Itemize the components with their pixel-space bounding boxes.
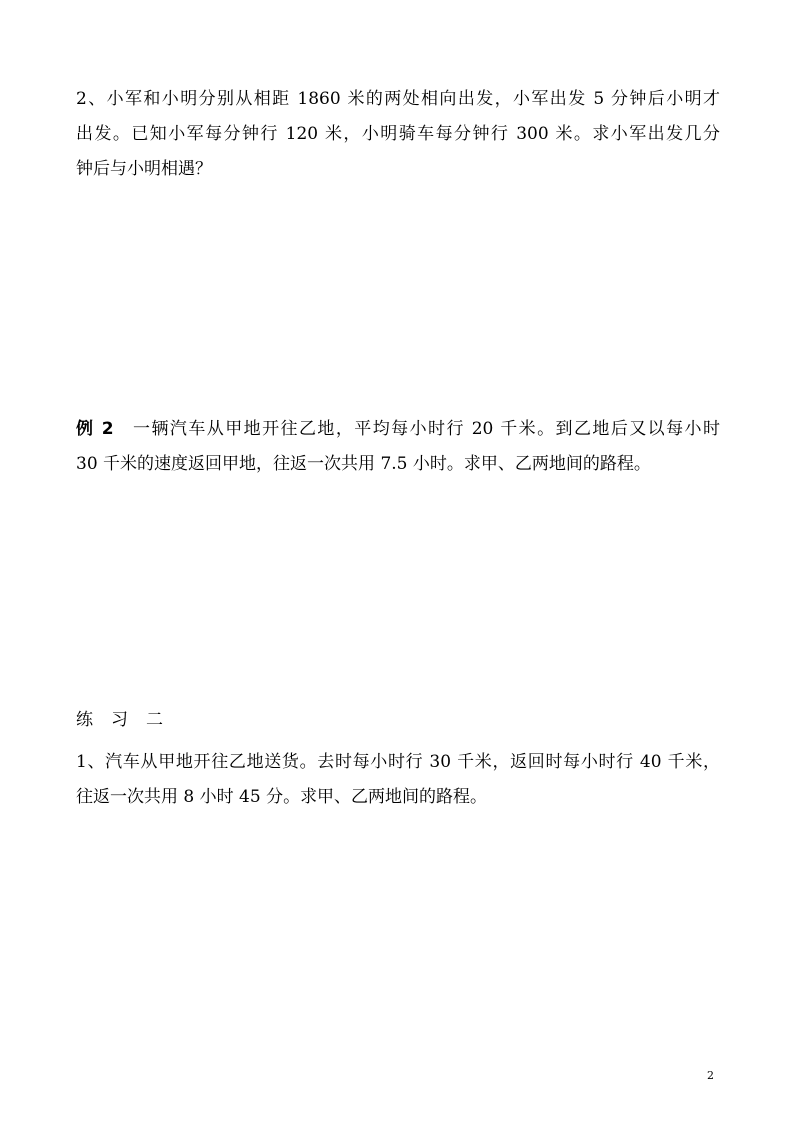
example-2-line-1-text: 一辆汽车从甲地开往乙地，平均每小时行 20 千米。到乙地后又以每小时 [131,419,720,439]
practice-2-text [76,745,720,815]
practice-2-line-2: 往返一次共用 8 小时 45 分。求甲、乙两地间的路程。 [76,787,488,807]
problem-2-text [76,82,720,187]
problem-2-line-2: 出发。已知小军每分钟行 120 米，小明骑车每分钟行 300 米。求小军出发几分 [76,124,720,144]
problem-2-line-1: 2、小军和小明分别从相距 1860 米的两处相向出发，小军出发 5 分钟后小明才 [76,89,720,109]
practice-2-line-1: 1、汽车从甲地开往乙地送货。去时每小时行 30 千米，返回时每小时行 40 千米， [76,752,720,772]
example-2-label: 例 2 [76,419,114,439]
example-2-line-1 [76,412,720,447]
example-2-text [76,412,720,482]
page-number: 2 [707,1069,714,1082]
problem-2-line-3: 钟后与小明相遇？ [76,159,212,179]
practice-2-heading: 练习二 [76,710,181,730]
example-2-line-2: 30 千米的速度返回甲地，往返一次共用 7.5 小时。求甲、乙两地间的路程。 [76,454,651,474]
